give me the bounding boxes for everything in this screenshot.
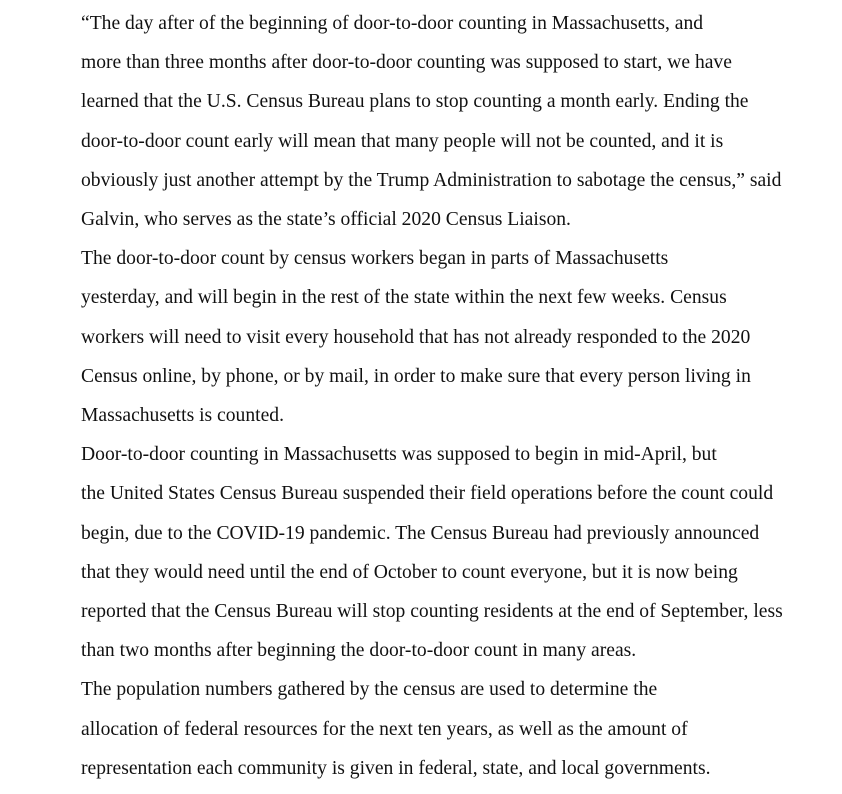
- text-line: reported that the Census Bureau will stop counting residents at the end of September, less: [81, 601, 783, 623]
- text-line: “The day after of the beginning of door-to-door counting in Massachusetts, and: [81, 13, 704, 34]
- text-line: Massachusetts is counted.: [81, 405, 284, 427]
- paragraph-covid-delay: [13, 435, 835, 670]
- text-line: Door-to-door counting in Massachusetts was supposed to begin in mid-April, but: [81, 444, 717, 466]
- text-line: yesterday, and will begin in the rest of the state within the next few weeks. Census: [81, 287, 727, 309]
- paragraph-galvin-quote: [13, 4, 835, 239]
- text-line: learned that the U.S. Census Bureau plans to stop counting a month early. Ending the: [81, 91, 749, 113]
- text-line: The door-to-door count by census workers began in parts of Massachusetts: [81, 248, 669, 270]
- text-line: than two months after beginning the door-to-door count in many areas.: [81, 640, 637, 662]
- text-line: representation each community is given in federal, state, and local governments.: [81, 757, 711, 779]
- text-line: Census online, by phone, or by mail, in order to make sure that every person living in: [81, 365, 751, 387]
- text-line: that they would need until the end of October to count everyone, but it is now being: [81, 561, 738, 583]
- text-line: begin, due to the COVID-19 pandemic. The Census Bureau had previously announced: [81, 522, 760, 544]
- text-line: The population numbers gathered by the census are used to determine the: [81, 679, 658, 701]
- text-line: allocation of federal resources for the next ten years, as well as the amount of: [81, 718, 688, 740]
- paragraph-population-numbers: [13, 670, 835, 788]
- text-line: door-to-door count early will mean that many people will not be counted, and it is: [81, 130, 724, 152]
- text-line: Galvin, who serves as the state’s official 2020 Census Liaison.: [81, 209, 571, 231]
- document-body: [13, 4, 835, 788]
- paragraph-door-to-door-count: [13, 239, 835, 435]
- text-line: the United States Census Bureau suspended their field operations before the count could: [81, 483, 774, 505]
- text-line: obviously just another attempt by the Trump Administration to sabotage the census,” said: [81, 169, 782, 191]
- text-line: more than three months after door-to-door counting was supposed to start, we have: [81, 52, 732, 74]
- text-line: workers will need to visit every household that has not already responded to the 2020: [81, 326, 751, 348]
